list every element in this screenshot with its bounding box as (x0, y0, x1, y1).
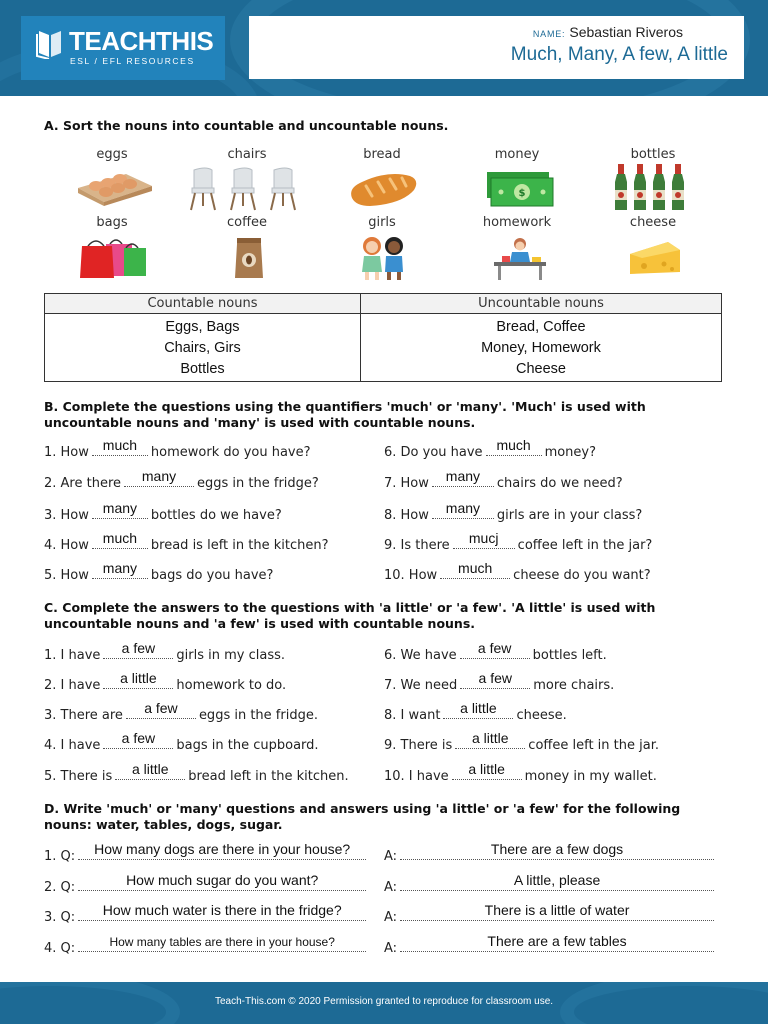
answer-text: There is a little of water (484, 902, 630, 918)
question-item (44, 437, 311, 460)
homework-icon (492, 236, 548, 280)
answer-sentence-text: bread left in the kitchen. (188, 769, 349, 784)
question-text: money? (544, 445, 597, 460)
noun-label: bottles (630, 147, 676, 162)
answer-blank[interactable] (103, 640, 173, 659)
answer-item (384, 670, 615, 693)
answer-sentence-text: bags in the cupboard. (176, 738, 319, 753)
answer-item (384, 761, 657, 784)
item-number: 2. (44, 880, 57, 895)
question-item (384, 560, 651, 583)
logo-subtitle: ESL / EFL RESOURCES (70, 56, 195, 66)
answer-text: much (458, 560, 493, 576)
bags-icon (80, 236, 150, 280)
answer-text: a little (132, 761, 169, 777)
noun-label: bread (363, 147, 401, 162)
answer-blank[interactable] (452, 761, 522, 780)
answer-blank[interactable] (103, 670, 173, 689)
noun-label: eggs (96, 147, 128, 162)
question-text: bread is left in the kitchen? (150, 538, 329, 553)
answer-text: a little (120, 670, 157, 686)
question-text: 10. How (384, 568, 438, 583)
name-label: NAME: (532, 29, 566, 39)
table-value: Cheese (515, 361, 566, 377)
qa-row (384, 933, 717, 956)
answer-item (44, 761, 349, 784)
answer-item (384, 730, 659, 753)
answer-blank[interactable] (443, 700, 513, 719)
bottles-icon (614, 164, 690, 212)
qa-row (384, 841, 717, 864)
question-text: 5. How (44, 568, 89, 583)
question-item (44, 468, 319, 491)
answer-blank[interactable] (460, 670, 530, 689)
noun-label: homework (482, 215, 552, 230)
answer-sentence-text: homework to do. (176, 678, 287, 693)
answer-blank[interactable] (92, 530, 148, 549)
answer-text: much (102, 437, 138, 453)
answer-text: many (102, 500, 138, 516)
answer-item (44, 640, 286, 663)
question-field[interactable] (78, 902, 366, 921)
answer-text: A little, please (513, 872, 601, 888)
question-answer-text: How many tables are there in your house? (109, 935, 335, 949)
question-text: 6. Do you have (384, 445, 483, 460)
answer-field[interactable] (400, 872, 714, 891)
answer-item (44, 730, 319, 753)
answer-sentence-text: more chairs. (533, 678, 615, 693)
question-text: cheese do you want? (513, 568, 651, 583)
table-value: Money, Homework (481, 340, 601, 356)
money-icon (485, 170, 555, 208)
question-text: 1. How (44, 445, 89, 460)
answer-blank[interactable] (92, 437, 148, 456)
coffee-icon (233, 236, 265, 280)
section-d-title: D. Write 'much' or 'many' questions and answers using 'a little' or 'a few' for the following nouns: water, tables, dogs, sugar. (44, 801, 681, 832)
noun-label: cheese (629, 215, 677, 230)
answer-text: a few (144, 700, 178, 716)
answer-field[interactable] (400, 933, 714, 952)
uncountable-cell (360, 314, 721, 382)
book-logo-icon (35, 27, 63, 59)
a-label: A: (384, 880, 398, 895)
q-label: Q: (60, 941, 76, 956)
answer-blank[interactable] (486, 437, 542, 456)
table-value: Chairs, Girs (164, 340, 241, 356)
item-number: 4. (44, 941, 57, 956)
answer-sentence-text: 2. I have (44, 678, 101, 693)
question-text: 4. How (44, 538, 89, 553)
question-item (44, 530, 329, 553)
answer-sentence-text: 8. I want (384, 708, 441, 723)
answer-text: much (496, 437, 531, 453)
nouns-table (44, 293, 722, 382)
answer-field[interactable] (400, 841, 714, 860)
answer-text: much (102, 530, 138, 546)
student-name: Sebastian Riveros (569, 24, 683, 40)
answer-text: many (445, 500, 481, 516)
page-header (0, 0, 768, 96)
question-text: 3. How (44, 508, 89, 523)
noun-label: chairs (227, 147, 267, 162)
qa-row (44, 872, 369, 895)
answer-text: a few (478, 670, 512, 686)
answer-text: There are a few dogs (490, 841, 624, 857)
bread-icon (348, 170, 420, 208)
answer-text: many (445, 468, 481, 484)
answer-blank[interactable] (103, 730, 173, 749)
section-a-title: A. Sort the nouns into countable and uncountable nouns. (44, 118, 449, 133)
answer-sentence-text: bottles left. (532, 648, 607, 663)
a-label: A: (384, 941, 398, 956)
footer-text: Teach-This.com © 2020 Permission granted to reproduce for classroom use. (214, 996, 554, 1007)
question-field[interactable] (78, 872, 366, 891)
table-value: Eggs, Bags (165, 319, 240, 335)
answer-field[interactable] (400, 902, 714, 921)
item-number: 1. (44, 849, 57, 864)
answer-sentence-text: 9. There is (384, 738, 453, 753)
answer-item (384, 700, 567, 723)
answer-text: There are a few tables (487, 933, 627, 949)
a-label: A: (384, 849, 398, 864)
answer-text: mucj (468, 530, 499, 546)
qa-row (384, 872, 717, 895)
answer-blank[interactable] (432, 500, 494, 519)
answer-item (384, 640, 607, 663)
table-value: Bottles (180, 361, 225, 377)
answer-blank[interactable] (460, 640, 530, 659)
answer-sentence-text: 1. I have (44, 648, 101, 663)
answer-sentence-text: cheese. (516, 708, 567, 723)
question-text: coffee left in the jar? (517, 538, 653, 553)
question-text: bottles do we have? (150, 508, 282, 523)
question-item (384, 437, 597, 460)
countable-cell (45, 314, 361, 382)
answer-blank[interactable] (92, 560, 148, 579)
answer-text: a few (477, 640, 512, 656)
table-value: Bread, Coffee (496, 319, 586, 335)
svg-text:$: $ (518, 188, 526, 199)
answer-blank[interactable] (115, 761, 185, 780)
worksheet-title: Much, Many, A few, A little (510, 44, 728, 65)
section-c-title: C. Complete the answers to the questions with 'a little' or 'a few'. 'A little' is used with uncountable nouns and 'a few' is used with countable nouns. (44, 600, 656, 631)
girls-icon (358, 236, 408, 280)
question-text: homework do you have? (150, 445, 311, 460)
qa-row (44, 902, 369, 925)
noun-label: bags (96, 215, 128, 230)
q-label: Q: (60, 910, 76, 925)
qa-row (44, 935, 369, 956)
question-field[interactable] (78, 841, 366, 860)
answer-text: a few (121, 730, 156, 746)
answer-sentence-text: 6. We have (384, 648, 457, 663)
question-text: eggs in the fridge? (197, 476, 319, 491)
answer-sentence-text: 7. We need (384, 678, 458, 693)
answer-item (44, 700, 318, 723)
noun-label: girls (368, 215, 396, 230)
question-answer-text: How much water is there in the fridge? (102, 902, 342, 918)
question-text: 2. Are there (44, 476, 122, 491)
question-item (384, 530, 653, 553)
answer-sentence-text: girls in my class. (176, 648, 286, 663)
answer-sentence-text: money in my wallet. (524, 769, 657, 784)
answer-sentence-text: 5. There is (44, 769, 113, 784)
name-row (533, 24, 683, 40)
question-text: 7. How (384, 476, 429, 491)
noun-label: money (494, 147, 540, 162)
answer-text: a little (468, 761, 505, 777)
question-text: girls are in your class? (496, 508, 643, 523)
cheese-icon (628, 240, 682, 276)
question-item (44, 500, 282, 523)
answer-text: a few (121, 640, 156, 656)
answer-sentence-text: 4. I have (44, 738, 101, 753)
answer-sentence-text: 10. I have (384, 769, 449, 784)
qa-row (384, 902, 717, 925)
table-header: Countable nouns (45, 294, 361, 314)
qa-row (44, 841, 369, 864)
question-item (44, 560, 274, 583)
answer-blank[interactable] (432, 468, 494, 487)
answer-sentence-text: eggs in the fridge. (198, 708, 318, 723)
question-answer-text: How many dogs are there in your house? (94, 841, 351, 857)
answer-blank[interactable] (126, 700, 196, 719)
answer-item (44, 670, 287, 693)
table-header: Uncountable nouns (360, 294, 721, 314)
answer-text: many (102, 560, 138, 576)
q-label: Q: (60, 849, 76, 864)
page-footer (0, 982, 768, 1024)
answer-blank[interactable] (92, 500, 148, 519)
question-field[interactable] (78, 935, 366, 952)
answer-sentence-text: 3. There are (44, 708, 123, 723)
answer-blank[interactable] (440, 560, 510, 579)
question-text: chairs do we need? (496, 476, 623, 491)
answer-blank[interactable] (453, 530, 515, 549)
item-number: 3. (44, 910, 57, 925)
answer-blank[interactable] (124, 468, 194, 487)
logo-title: TEACHTHIS (69, 26, 214, 56)
question-answer-text: How much sugar do you want? (126, 872, 319, 888)
section-b-title: B. Complete the questions using the quantifiers 'much' or 'many'. 'Much' is used with uncountable nouns and 'many' is used with countable nouns. (44, 399, 646, 430)
question-text: 8. How (384, 508, 429, 523)
answer-blank[interactable] (455, 730, 525, 749)
noun-label: coffee (226, 215, 268, 230)
question-item (384, 468, 623, 491)
eggs-icon (76, 166, 154, 208)
question-text: bags do you have? (150, 568, 274, 583)
logo (21, 16, 225, 80)
answer-sentence-text: coffee left in the jar. (528, 738, 659, 753)
q-label: Q: (60, 880, 76, 895)
answer-text: a little (472, 730, 509, 746)
question-item (384, 500, 643, 523)
question-text: 9. Is there (384, 538, 450, 553)
a-label: A: (384, 910, 398, 925)
title-box (249, 16, 744, 79)
chairs-icon (186, 166, 310, 212)
answer-text: many (141, 468, 177, 484)
answer-text: a little (460, 700, 497, 716)
